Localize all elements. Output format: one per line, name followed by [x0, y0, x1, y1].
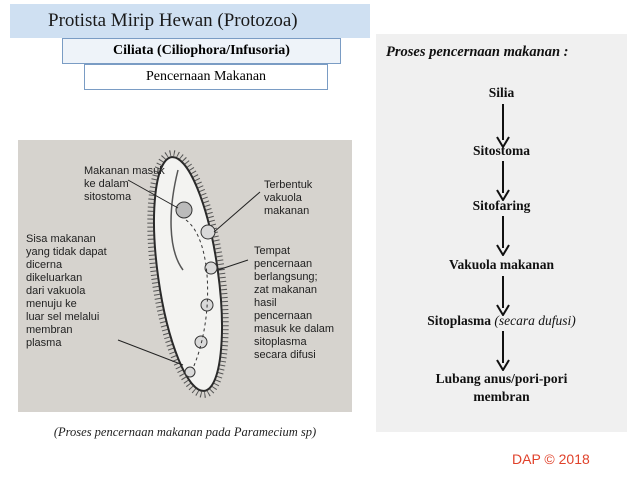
arrow-down-icon [496, 216, 510, 256]
label-sisa-4: dikeluarkan [26, 272, 83, 284]
step-silia: Silia [488, 85, 515, 100]
label-sisa-6: menuju ke [26, 298, 77, 310]
label-terbentuk-2: vakuola [264, 192, 302, 204]
paramecium-figure [18, 140, 352, 412]
figure-caption: (Proses pencernaan makanan pada Paramecium sp) [53, 425, 317, 439]
step-vakuola: Vakuola makanan [449, 257, 554, 272]
topic-box: Pencernaan Makanan [84, 64, 328, 90]
label-sisa-9: plasma [26, 337, 62, 349]
label-tempat-2: pencernaan [254, 258, 313, 270]
step-sitofaring: Sitofaring [472, 198, 531, 213]
label-sisa-3: dicerna [26, 259, 63, 271]
step-sitostoma: Sitostoma [473, 143, 530, 158]
step-lubang-anus: Lubang anus/pori-pori [435, 371, 568, 386]
step-membran: membran [473, 389, 530, 404]
label-tempat-5: hasil [254, 297, 277, 309]
label-tempat-7: masuk ke dalam [254, 323, 335, 335]
label-makanan-masuk: Makanan masuk [84, 165, 165, 177]
copyright-footer: DAP © 2018 [512, 451, 590, 467]
process-title: Proses pencernaan makanan : [386, 44, 569, 60]
label-sisa-5: dari vakuola [26, 285, 86, 297]
arrow-down-icon [496, 276, 510, 316]
arrow-down-icon [496, 161, 510, 201]
label-sisa-8: membran [26, 324, 73, 336]
label-sisa-makanan: Sisa makanan [26, 233, 96, 245]
subtitle-box: Ciliata (Ciliophora/Infusoria) [62, 38, 341, 64]
label-tempat: Tempat [254, 245, 291, 257]
label-tempat-6: pencernaan [254, 310, 313, 322]
label-sisa-2: yang tidak dapat [26, 246, 107, 258]
label-tempat-4: zat makanan [254, 284, 317, 296]
label-tempat-8: sitoplasma [254, 336, 307, 348]
arrow-down-icon [496, 331, 510, 371]
label-sisa-7: luar sel melalui [26, 311, 100, 323]
label-terbentuk: Terbentuk [264, 179, 313, 191]
label-terbentuk-3: makanan [264, 205, 310, 217]
process-panel [376, 34, 627, 432]
label-tempat-3: berlangsung; [254, 271, 318, 283]
label-ke-dalam: ke dalam [84, 178, 129, 190]
label-tempat-9: secara difusi [254, 349, 316, 361]
label-sitostoma: sitostoma [84, 191, 132, 203]
page-title: Protista Mirip Hewan (Protozoa) [10, 4, 370, 38]
step-sitoplasma: Sitoplasma (secara dufusi) [427, 313, 576, 328]
